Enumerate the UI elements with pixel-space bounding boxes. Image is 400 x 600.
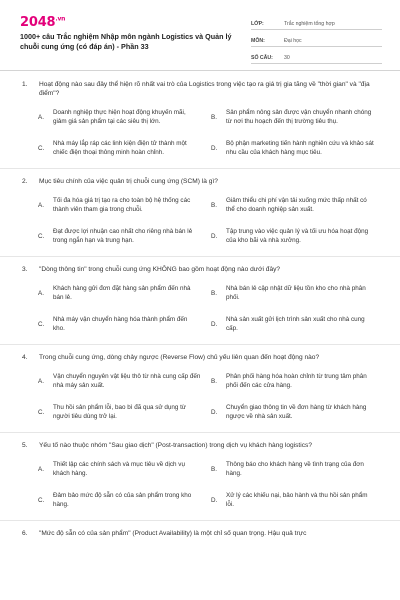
option-b[interactable]: [211, 281, 378, 307]
option-letter: B.: [211, 289, 217, 297]
question-5: [0, 441, 400, 521]
question-stem: [0, 353, 400, 362]
meta-key: MÔN:: [251, 38, 265, 44]
option-text: Khách hàng gửi đơn đặt hàng sản phẩm đến nhà bán lẻ.: [53, 285, 191, 301]
option-c[interactable]: [38, 400, 205, 426]
question-1: [0, 80, 400, 169]
meta-row-subject: [251, 30, 382, 47]
option-c[interactable]: [38, 488, 205, 514]
option-letter: A.: [38, 201, 44, 209]
option-letter: C.: [38, 496, 45, 504]
meta-value: Trắc nghiệm tổng hợp: [284, 21, 335, 27]
option-letter: D.: [211, 320, 218, 328]
option-letter: C.: [38, 232, 45, 240]
option-b[interactable]: [211, 457, 378, 483]
option-text: Đảm bảo mức độ sẵn có của sản phẩm trong kho hàng.: [53, 492, 192, 508]
question-text: "Dòng thông tin" trong chuỗi cung ứng KHÔNG bao gồm hoạt động nào dưới đây?: [39, 266, 281, 273]
option-text: Nhà bán lẻ cập nhật dữ liệu tồn kho cho nhà phân phối.: [226, 285, 366, 301]
question-3: [0, 265, 400, 345]
question-4: [0, 353, 400, 433]
question-text: Mục tiêu chính của việc quản trị chuỗi cung ứng (SCM) là gì?: [39, 178, 218, 185]
option-letter: D.: [211, 496, 218, 504]
option-letter: C.: [38, 144, 45, 152]
option-d[interactable]: [211, 224, 378, 250]
option-letter: C.: [38, 408, 45, 416]
question-divider: [0, 432, 400, 433]
question-stem: [0, 529, 400, 538]
meta-table: [251, 13, 382, 64]
option-c[interactable]: [38, 224, 205, 250]
option-c[interactable]: [38, 136, 205, 162]
option-letter: B.: [211, 465, 217, 473]
logo-suffix: .vn: [55, 15, 66, 23]
site-logo[interactable]: [20, 15, 65, 30]
option-letter: B.: [211, 377, 217, 385]
option-letter: D.: [211, 144, 218, 152]
meta-key: SỐ CÂU:: [251, 55, 273, 61]
option-a[interactable]: [38, 193, 205, 219]
option-text: Giảm thiểu chi phí vận tải xuống mức thấp nhất có thể cho doanh nghiệp sản xuất.: [226, 197, 367, 213]
option-a[interactable]: [38, 457, 205, 483]
header-divider: [0, 70, 400, 71]
options-grid: [0, 105, 400, 162]
option-text: Thiết lập các chính sách và mục tiêu về dịch vụ khách hàng.: [53, 461, 185, 477]
option-letter: A.: [38, 113, 44, 121]
question-number: 2.: [22, 178, 28, 185]
option-a[interactable]: [38, 105, 205, 131]
meta-key: LỚP:: [251, 21, 264, 27]
question-divider: [0, 256, 400, 257]
question-stem: [0, 441, 400, 450]
option-text: Phân phối hàng hóa hoàn chỉnh từ trung tâm phân phối đến các cửa hàng.: [226, 373, 367, 389]
option-text: Chuyển giao thông tin về đơn hàng từ khách hàng ngược về nhà sản xuất.: [226, 404, 367, 420]
option-a[interactable]: [38, 281, 205, 307]
question-stem: [0, 177, 400, 186]
option-letter: D.: [211, 408, 218, 416]
option-b[interactable]: [211, 193, 378, 219]
question-number: 6.: [22, 530, 28, 537]
question-text: Trong chuỗi cung ứng, dòng chảy ngược (Reverse Flow) chủ yếu liên quan đến hoạt động nào?: [39, 354, 320, 361]
question-stem: [0, 80, 400, 98]
option-d[interactable]: [211, 400, 378, 426]
question-divider: [0, 520, 400, 521]
question-text: "Mức độ sẵn có của sản phẩm" (Product Availability) là một chỉ số quan trọng. Hậu quả trực: [39, 530, 307, 537]
option-text: Tối đa hóa giá trị tạo ra cho toàn bộ hệ thống các thành viên tham gia trong chuỗi.: [53, 197, 191, 213]
question-divider: [0, 344, 400, 345]
option-text: Xử lý các khiếu nại, bảo hành và thu hồi sản phẩm lỗi.: [226, 492, 368, 508]
logo-text: 2048: [20, 15, 56, 30]
option-letter: C.: [38, 320, 45, 328]
options-grid: [0, 281, 400, 338]
option-letter: B.: [211, 113, 217, 121]
option-text: Đạt được lợi nhuận cao nhất cho riêng nhà bán lẻ trong ngắn hạn và trung hạn.: [53, 228, 193, 244]
option-text: Nhà máy lắp ráp các linh kiện điện tử thành một chiếc điện thoại thông minh hoàn chỉnh.: [53, 140, 187, 156]
option-letter: B.: [211, 201, 217, 209]
option-a[interactable]: [38, 369, 205, 395]
page-header: [0, 0, 400, 62]
option-d[interactable]: [211, 312, 378, 338]
option-d[interactable]: [211, 488, 378, 514]
option-b[interactable]: [211, 369, 378, 395]
question-list: [0, 80, 400, 538]
option-text: Vận chuyển nguyên vật liệu thô từ nhà cung cấp đến nhà máy sản xuất.: [53, 373, 201, 389]
option-letter: A.: [38, 377, 44, 385]
question-stem: [0, 265, 400, 274]
option-letter: D.: [211, 232, 218, 240]
option-b[interactable]: [211, 105, 378, 131]
option-c[interactable]: [38, 312, 205, 338]
meta-value: Đại học: [284, 38, 302, 44]
question-2: [0, 177, 400, 257]
option-text: Tập trung vào việc quản lý và tối ưu hóa hoạt động của kho bãi và nhà xưởng.: [226, 228, 369, 244]
option-text: Thông báo cho khách hàng về tình trạng của đơn hàng.: [226, 461, 364, 477]
option-text: Nhà sản xuất gửi lịch trình sản xuất cho nhà cung cấp.: [226, 316, 365, 332]
question-number: 4.: [22, 354, 28, 361]
option-letter: A.: [38, 289, 44, 297]
question-number: 5.: [22, 442, 28, 449]
meta-value: 30: [284, 55, 290, 61]
option-letter: A.: [38, 465, 44, 473]
option-text: Thu hồi sản phẩm lỗi, bao bì đã qua sử dụng từ người tiêu dùng trở lại.: [53, 404, 187, 420]
options-grid: [0, 457, 400, 514]
document-title: 1000+ câu Trắc nghiệm Nhập môn ngành Logistics và Quản lý chuỗi cung ứng (có đáp án) - Phần 33: [20, 32, 232, 51]
question-divider: [0, 168, 400, 169]
options-grid: [0, 369, 400, 426]
option-text: Nhà máy vận chuyển hàng hóa thành phẩm đến kho.: [53, 316, 188, 332]
question-number: 3.: [22, 266, 28, 273]
options-grid: [0, 193, 400, 250]
meta-row-class: [251, 13, 382, 30]
question-6-cutoff: [0, 529, 400, 538]
option-text: Sản phẩm nông sản được vận chuyển nhanh chóng từ nơi thu hoạch đến thị trường tiêu thụ.: [226, 109, 372, 125]
meta-row-count: [251, 47, 382, 64]
question-text: Hoạt động nào sau đây thể hiện rõ nhất vai trò của Logistics trong việc tạo ra giá trị gia tăng về "thời gian" và "địa điểm"?: [39, 81, 370, 97]
question-text: Yếu tố nào thuộc nhóm "Sau giao dịch" (Post-transaction) trong dịch vụ khách hàng logistics?: [39, 442, 312, 449]
option-text: Doanh nghiệp thực hiện hoạt động khuyến mãi, giảm giá sản phẩm tại các siêu thị lớn.: [53, 109, 186, 125]
option-d[interactable]: [211, 136, 378, 162]
question-number: 1.: [22, 81, 28, 88]
option-text: Bộ phận marketing tiến hành nghiên cứu và khảo sát nhu cầu của khách hàng mục tiêu.: [226, 140, 374, 156]
